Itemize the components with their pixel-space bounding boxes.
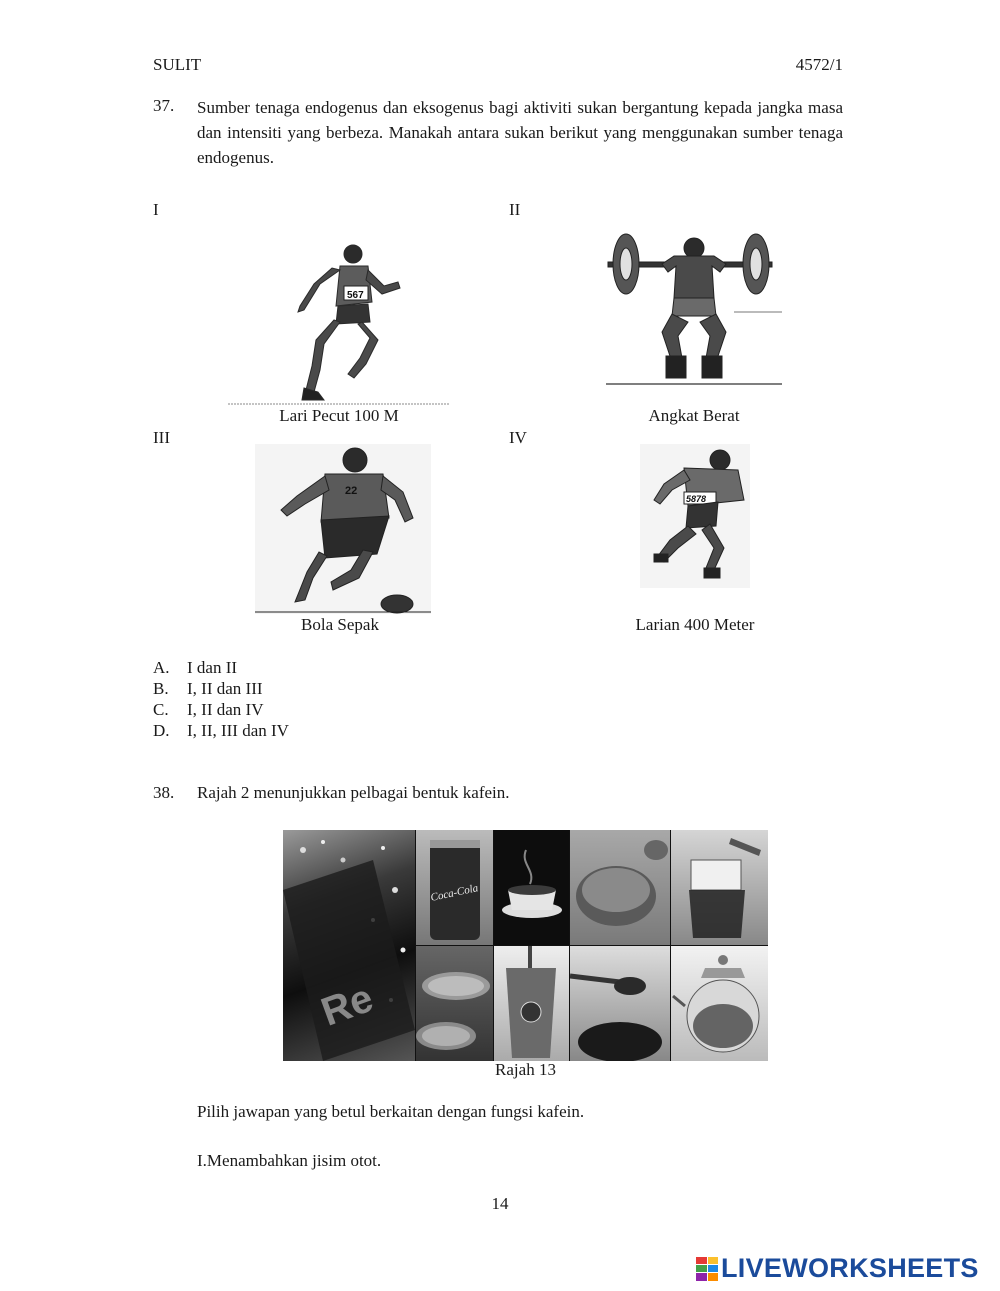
- energy-drink-logo: Re: [315, 975, 379, 1035]
- option-a[interactable]: [153, 657, 237, 678]
- option-d[interactable]: [153, 720, 289, 741]
- question-37-text: Sumber tenaga endogenus dan eksogenus bagi aktiviti sukan bergantung kepada jangka masa dan intensiti yang berbeza. Manakah antara sukan berikut yang menggunakan sumber tenaga endogenus.: [197, 98, 843, 167]
- runner-400m-illustration: [640, 444, 750, 588]
- option-c-letter: C.: [153, 700, 169, 719]
- option-b-text: I, II dan III: [187, 679, 263, 698]
- header-left: SULIT: [153, 55, 202, 74]
- liveworksheets-wordmark: LIVEWORKSHEETS: [721, 1253, 979, 1283]
- header-right: 4572/1: [795, 55, 843, 74]
- page-number: 14: [491, 1194, 509, 1213]
- question-38-number: 38.: [153, 783, 175, 802]
- item-iii-numeral: III: [153, 428, 170, 447]
- liveworksheets-logo[interactable]: [696, 1253, 979, 1284]
- iced-coffee-tile: [494, 946, 569, 1061]
- item-i-caption: Lari Pecut 100 M: [279, 406, 399, 425]
- energy-drink-tile: [283, 830, 415, 1061]
- option-b[interactable]: [153, 678, 263, 699]
- item-ii-caption: Angkat Berat: [648, 406, 740, 425]
- caffeine-collage: [283, 830, 768, 1061]
- option-a-text: I dan II: [187, 658, 238, 677]
- item-ii-numeral: II: [509, 200, 521, 219]
- item-iii-caption: Bola Sepak: [301, 615, 379, 634]
- question-38-statement-i: I.Menambahkan jisim otot.: [197, 1151, 382, 1170]
- teapot-tile: [671, 946, 768, 1061]
- option-d-letter: D.: [153, 721, 170, 740]
- option-c[interactable]: [153, 699, 263, 720]
- liveworksheets-mark-icon: [696, 1257, 718, 1281]
- footballer-number: 22: [345, 485, 358, 497]
- sprinter-bib: 567: [347, 290, 364, 301]
- question-37-number: 37.: [153, 96, 175, 115]
- cola-can-tile: [416, 830, 493, 945]
- drip-coffee-tile: [671, 830, 768, 945]
- question-38-text: Rajah 2 menunjukkan pelbagai bentuk kafein.: [197, 783, 510, 802]
- footballer-illustration: [255, 444, 431, 614]
- option-c-text: I, II dan IV: [187, 700, 264, 719]
- sprinter-illustration: [228, 240, 452, 408]
- coffee-cup-tile: [494, 830, 569, 945]
- tea-powder-tile: [570, 830, 670, 945]
- figure-caption: Rajah 13: [495, 1060, 556, 1079]
- option-d-text: I, II, III dan IV: [187, 721, 289, 740]
- weightlifter-illustration: [604, 226, 784, 388]
- option-a-letter: A.: [153, 658, 170, 677]
- milk-tea-tile: [416, 946, 493, 1061]
- spoon-coffee-tile: [570, 946, 670, 1061]
- option-b-letter: B.: [153, 679, 169, 698]
- item-i-numeral: I: [153, 200, 159, 219]
- cola-can-logo: Coca-Cola: [429, 882, 480, 904]
- question-38-prompt: Pilih jawapan yang betul berkaitan dengan fungsi kafein.: [197, 1102, 585, 1121]
- item-iv-numeral: IV: [509, 428, 527, 447]
- item-iv-caption: Larian 400 Meter: [635, 615, 755, 634]
- runner-bib: 5878: [686, 494, 707, 504]
